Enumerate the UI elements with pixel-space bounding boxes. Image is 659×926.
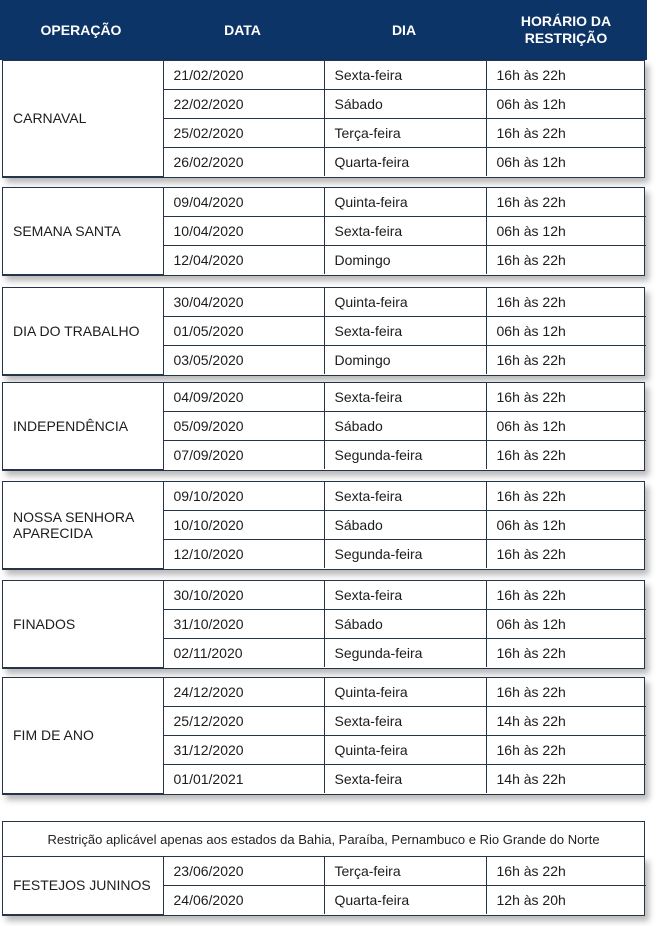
time-cell: 16h às 22h <box>486 246 646 275</box>
time-cell: 16h às 22h <box>486 346 646 375</box>
header-date: DATA <box>224 21 261 38</box>
date-cell: 09/04/2020 <box>163 188 324 217</box>
day-cell: Segunda-feira <box>324 441 486 470</box>
day-cell: Sábado <box>324 610 486 639</box>
time-cell: 16h às 22h <box>486 678 646 707</box>
day-cell: Sábado <box>324 511 486 540</box>
day-cell: Sexta-feira <box>324 581 486 610</box>
day-cell: Sexta-feira <box>324 765 486 794</box>
group-independencia <box>2 382 645 471</box>
date-cell: 26/02/2020 <box>163 148 324 177</box>
date-cell: 25/12/2020 <box>163 707 324 736</box>
group-nossa-senhora-aparecida <box>2 481 645 570</box>
time-cell: 12h às 20h <box>486 886 646 915</box>
operation-name: FESTEJOS JUNINOS <box>3 857 163 914</box>
date-cell: 10/10/2020 <box>163 511 324 540</box>
table-row <box>3 383 646 412</box>
date-cell: 05/09/2020 <box>163 412 324 441</box>
operation-name: NOSSA SENHORA APARECIDA <box>3 482 163 568</box>
operation-name: SEMANA SANTA <box>3 188 163 274</box>
table-row <box>3 482 646 511</box>
time-cell: 16h às 22h <box>486 383 646 412</box>
table-row <box>3 678 646 707</box>
time-cell: 06h às 12h <box>486 90 646 119</box>
day-cell: Quinta-feira <box>324 736 486 765</box>
date-cell: 01/01/2021 <box>163 765 324 794</box>
day-cell: Sábado <box>324 412 486 441</box>
date-cell: 10/04/2020 <box>163 217 324 246</box>
time-cell: 06h às 12h <box>486 217 646 246</box>
group-semana-santa <box>2 187 645 276</box>
day-cell: Quarta-feira <box>324 886 486 915</box>
date-cell: 30/10/2020 <box>163 581 324 610</box>
date-cell: 09/10/2020 <box>163 482 324 511</box>
time-cell: 14h às 22h <box>486 765 646 794</box>
group-carnaval <box>2 60 645 178</box>
time-cell: 06h às 12h <box>486 148 646 177</box>
date-cell: 04/09/2020 <box>163 383 324 412</box>
day-cell: Quinta-feira <box>324 678 486 707</box>
day-cell: Terça-feira <box>324 119 486 148</box>
operation-name: DIA DO TRABALHO <box>3 288 163 374</box>
day-cell: Sexta-feira <box>324 61 486 90</box>
group-finados <box>2 580 645 669</box>
day-cell: Sexta-feira <box>324 317 486 346</box>
date-cell: 12/04/2020 <box>163 246 324 275</box>
day-cell: Terça-feira <box>324 857 486 886</box>
operation-name: CARNAVAL <box>3 61 163 176</box>
date-cell: 24/12/2020 <box>163 678 324 707</box>
time-cell: 16h às 22h <box>486 188 646 217</box>
day-cell: Quinta-feira <box>324 288 486 317</box>
day-cell: Sexta-feira <box>324 217 486 246</box>
date-cell: 25/02/2020 <box>163 119 324 148</box>
date-cell: 22/02/2020 <box>163 90 324 119</box>
regional-restriction-note: Restrição aplicável apenas aos estados da Bahia, Paraíba, Pernambuco e Rio Grande do Norte <box>2 821 645 857</box>
operation-name: INDEPENDÊNCIA <box>3 383 163 469</box>
date-cell: 12/10/2020 <box>163 540 324 569</box>
date-cell: 07/09/2020 <box>163 441 324 470</box>
table-row <box>3 188 646 217</box>
time-cell: 16h às 22h <box>486 288 646 317</box>
time-cell: 16h às 22h <box>486 441 646 470</box>
day-cell: Domingo <box>324 246 486 275</box>
group-dia-do-trabalho <box>2 287 645 376</box>
header-operation: OPERAÇÃO <box>40 21 122 38</box>
date-cell: 03/05/2020 <box>163 346 324 375</box>
time-cell: 16h às 22h <box>486 61 646 90</box>
date-cell: 24/06/2020 <box>163 886 324 915</box>
group-festejos-juninos <box>2 856 645 916</box>
time-cell: 16h às 22h <box>486 639 646 668</box>
date-cell: 01/05/2020 <box>163 317 324 346</box>
time-cell: 06h às 12h <box>486 317 646 346</box>
header-time <box>485 13 647 47</box>
day-cell: Segunda-feira <box>324 639 486 668</box>
group-fim-de-ano <box>2 677 645 795</box>
day-cell: Quinta-feira <box>324 188 486 217</box>
table-row <box>3 857 646 886</box>
table-row <box>3 288 646 317</box>
operation-name: FIM DE ANO <box>3 678 163 793</box>
day-cell: Sexta-feira <box>324 707 486 736</box>
day-cell: Segunda-feira <box>324 540 486 569</box>
time-cell: 16h às 22h <box>486 119 646 148</box>
table-row <box>3 581 646 610</box>
time-cell: 14h às 22h <box>486 707 646 736</box>
time-cell: 16h às 22h <box>486 482 646 511</box>
day-cell: Quarta-feira <box>324 148 486 177</box>
time-cell: 06h às 12h <box>486 412 646 441</box>
header-time-line1: HORÁRIO DA <box>520 13 612 29</box>
header-day: DIA <box>391 21 417 38</box>
date-cell: 21/02/2020 <box>163 61 324 90</box>
header-time-line2: RESTRIÇÃO <box>524 30 608 46</box>
date-cell: 31/10/2020 <box>163 610 324 639</box>
table-row <box>3 61 646 90</box>
day-cell: Domingo <box>324 346 486 375</box>
time-cell: 06h às 12h <box>486 610 646 639</box>
time-cell: 16h às 22h <box>486 581 646 610</box>
time-cell: 16h às 22h <box>486 540 646 569</box>
operation-name: FINADOS <box>3 581 163 667</box>
date-cell: 31/12/2020 <box>163 736 324 765</box>
time-cell: 16h às 22h <box>486 857 646 886</box>
date-cell: 30/04/2020 <box>163 288 324 317</box>
date-cell: 02/11/2020 <box>163 639 324 668</box>
day-cell: Sexta-feira <box>324 482 486 511</box>
time-cell: 16h às 22h <box>486 736 646 765</box>
table-header <box>0 0 647 60</box>
time-cell: 06h às 12h <box>486 511 646 540</box>
day-cell: Sábado <box>324 90 486 119</box>
date-cell: 23/06/2020 <box>163 857 324 886</box>
day-cell: Sexta-feira <box>324 383 486 412</box>
